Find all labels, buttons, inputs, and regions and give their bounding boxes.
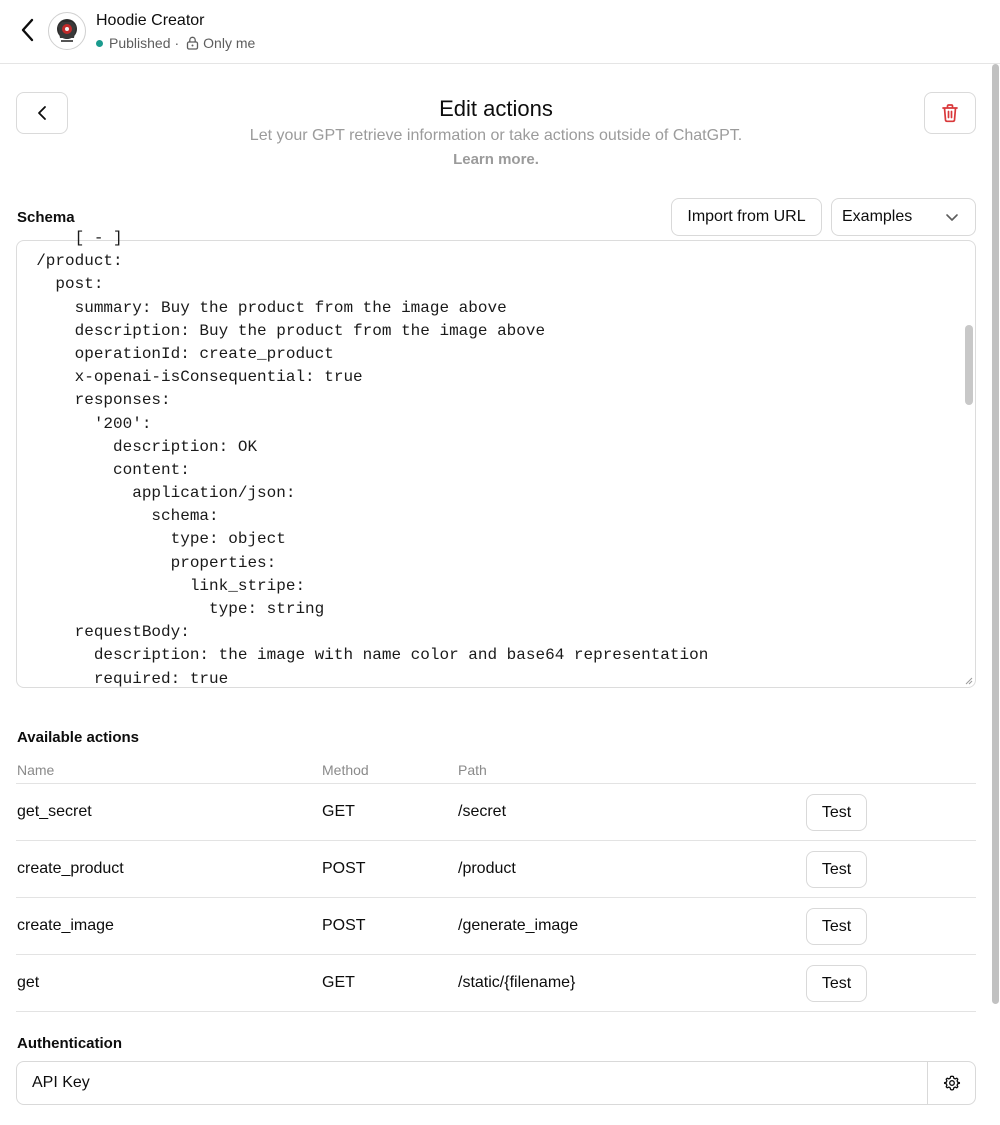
lock-icon [186, 36, 199, 50]
authentication-label: Authentication [17, 1035, 122, 1052]
action-method: GET [322, 803, 355, 820]
code-line: /product: [17, 252, 123, 271]
code-line: type: object [17, 530, 286, 549]
action-method: POST [322, 917, 366, 934]
action-name: get_secret [17, 803, 92, 820]
gear-icon [944, 1075, 960, 1091]
action-path: /generate_image [458, 917, 579, 934]
table-row [16, 784, 976, 841]
authentication-settings-button[interactable] [928, 1062, 976, 1104]
code-line: link_stripe: [17, 576, 306, 595]
table-row [16, 841, 976, 898]
code-line: requestBody: [17, 623, 190, 642]
code-line: properties: [17, 553, 277, 572]
authentication-value: API Key [32, 1074, 90, 1091]
gpt-status [96, 35, 255, 51]
code-line: summary: Buy the product from the image above [17, 298, 507, 317]
schema-editor[interactable] [16, 229, 976, 688]
code-line: description: the image with name color and base64 representation [17, 646, 709, 665]
available-actions-label: Available actions [17, 729, 139, 746]
back-chevron-icon[interactable] [14, 16, 40, 44]
page-scrollbar-thumb[interactable] [992, 64, 999, 1004]
table-row [16, 898, 976, 955]
delete-button[interactable] [924, 92, 976, 134]
code-line: content: [17, 460, 190, 479]
action-path: /static/{filename} [458, 974, 576, 991]
action-method: GET [322, 974, 355, 991]
published-label: Published [109, 35, 171, 51]
code-line: '200': [17, 414, 152, 433]
page-title: Edit actions [439, 96, 553, 121]
action-path: /product [458, 860, 516, 877]
code-line: [ - ] [17, 229, 123, 247]
action-name: create_image [17, 917, 114, 934]
code-line: responses: [17, 391, 171, 410]
schema-label: Schema [17, 209, 75, 226]
top-bar [0, 0, 1000, 64]
action-method: POST [322, 860, 366, 877]
column-header-method: Method [322, 762, 369, 778]
code-line: operationId: create_product [17, 344, 334, 363]
chevron-down-icon [945, 213, 959, 222]
published-dot-icon [96, 40, 103, 47]
table-header [16, 757, 976, 784]
status-separator: · [174, 35, 180, 51]
code-line: post: [17, 275, 104, 294]
column-header-name: Name [17, 762, 55, 778]
authentication-field[interactable] [16, 1061, 976, 1105]
test-button[interactable]: Test [806, 794, 867, 831]
trash-icon [941, 103, 959, 123]
code-line: type: string [17, 600, 325, 618]
editor-scrollbar-thumb[interactable] [965, 325, 973, 405]
code-line: description: Buy the product from the image above [17, 321, 546, 340]
action-name: create_product [17, 860, 124, 877]
code-line: schema: [17, 507, 219, 526]
test-button[interactable]: Test [806, 965, 867, 1002]
import-from-url-button[interactable]: Import from URL [671, 198, 822, 236]
code-line: application/json: [17, 484, 296, 503]
test-button[interactable]: Test [806, 908, 867, 945]
learn-more-link[interactable]: Learn more. [453, 151, 539, 168]
gpt-name: Hoodie Creator [96, 12, 205, 29]
table-row [16, 955, 976, 1012]
test-button[interactable]: Test [806, 851, 867, 888]
schema-code[interactable] [17, 227, 957, 691]
page-scrollbar[interactable] [990, 64, 1000, 1125]
action-path: /secret [458, 803, 507, 820]
actions-table [16, 757, 976, 1012]
page-subtitle: Let your GPT retrieve information or take actions outside of ChatGPT. [249, 127, 743, 144]
gpt-avatar [48, 12, 86, 50]
code-line: x-openai-isConsequential: true [17, 368, 363, 387]
action-name: get [17, 974, 40, 991]
code-line: description: OK [17, 437, 258, 456]
column-header-path: Path [458, 762, 487, 778]
code-line: required: true [17, 669, 229, 688]
examples-select-value: Examples [842, 208, 913, 225]
visibility-label: Only me [203, 35, 256, 51]
resize-handle-icon[interactable] [965, 677, 973, 685]
